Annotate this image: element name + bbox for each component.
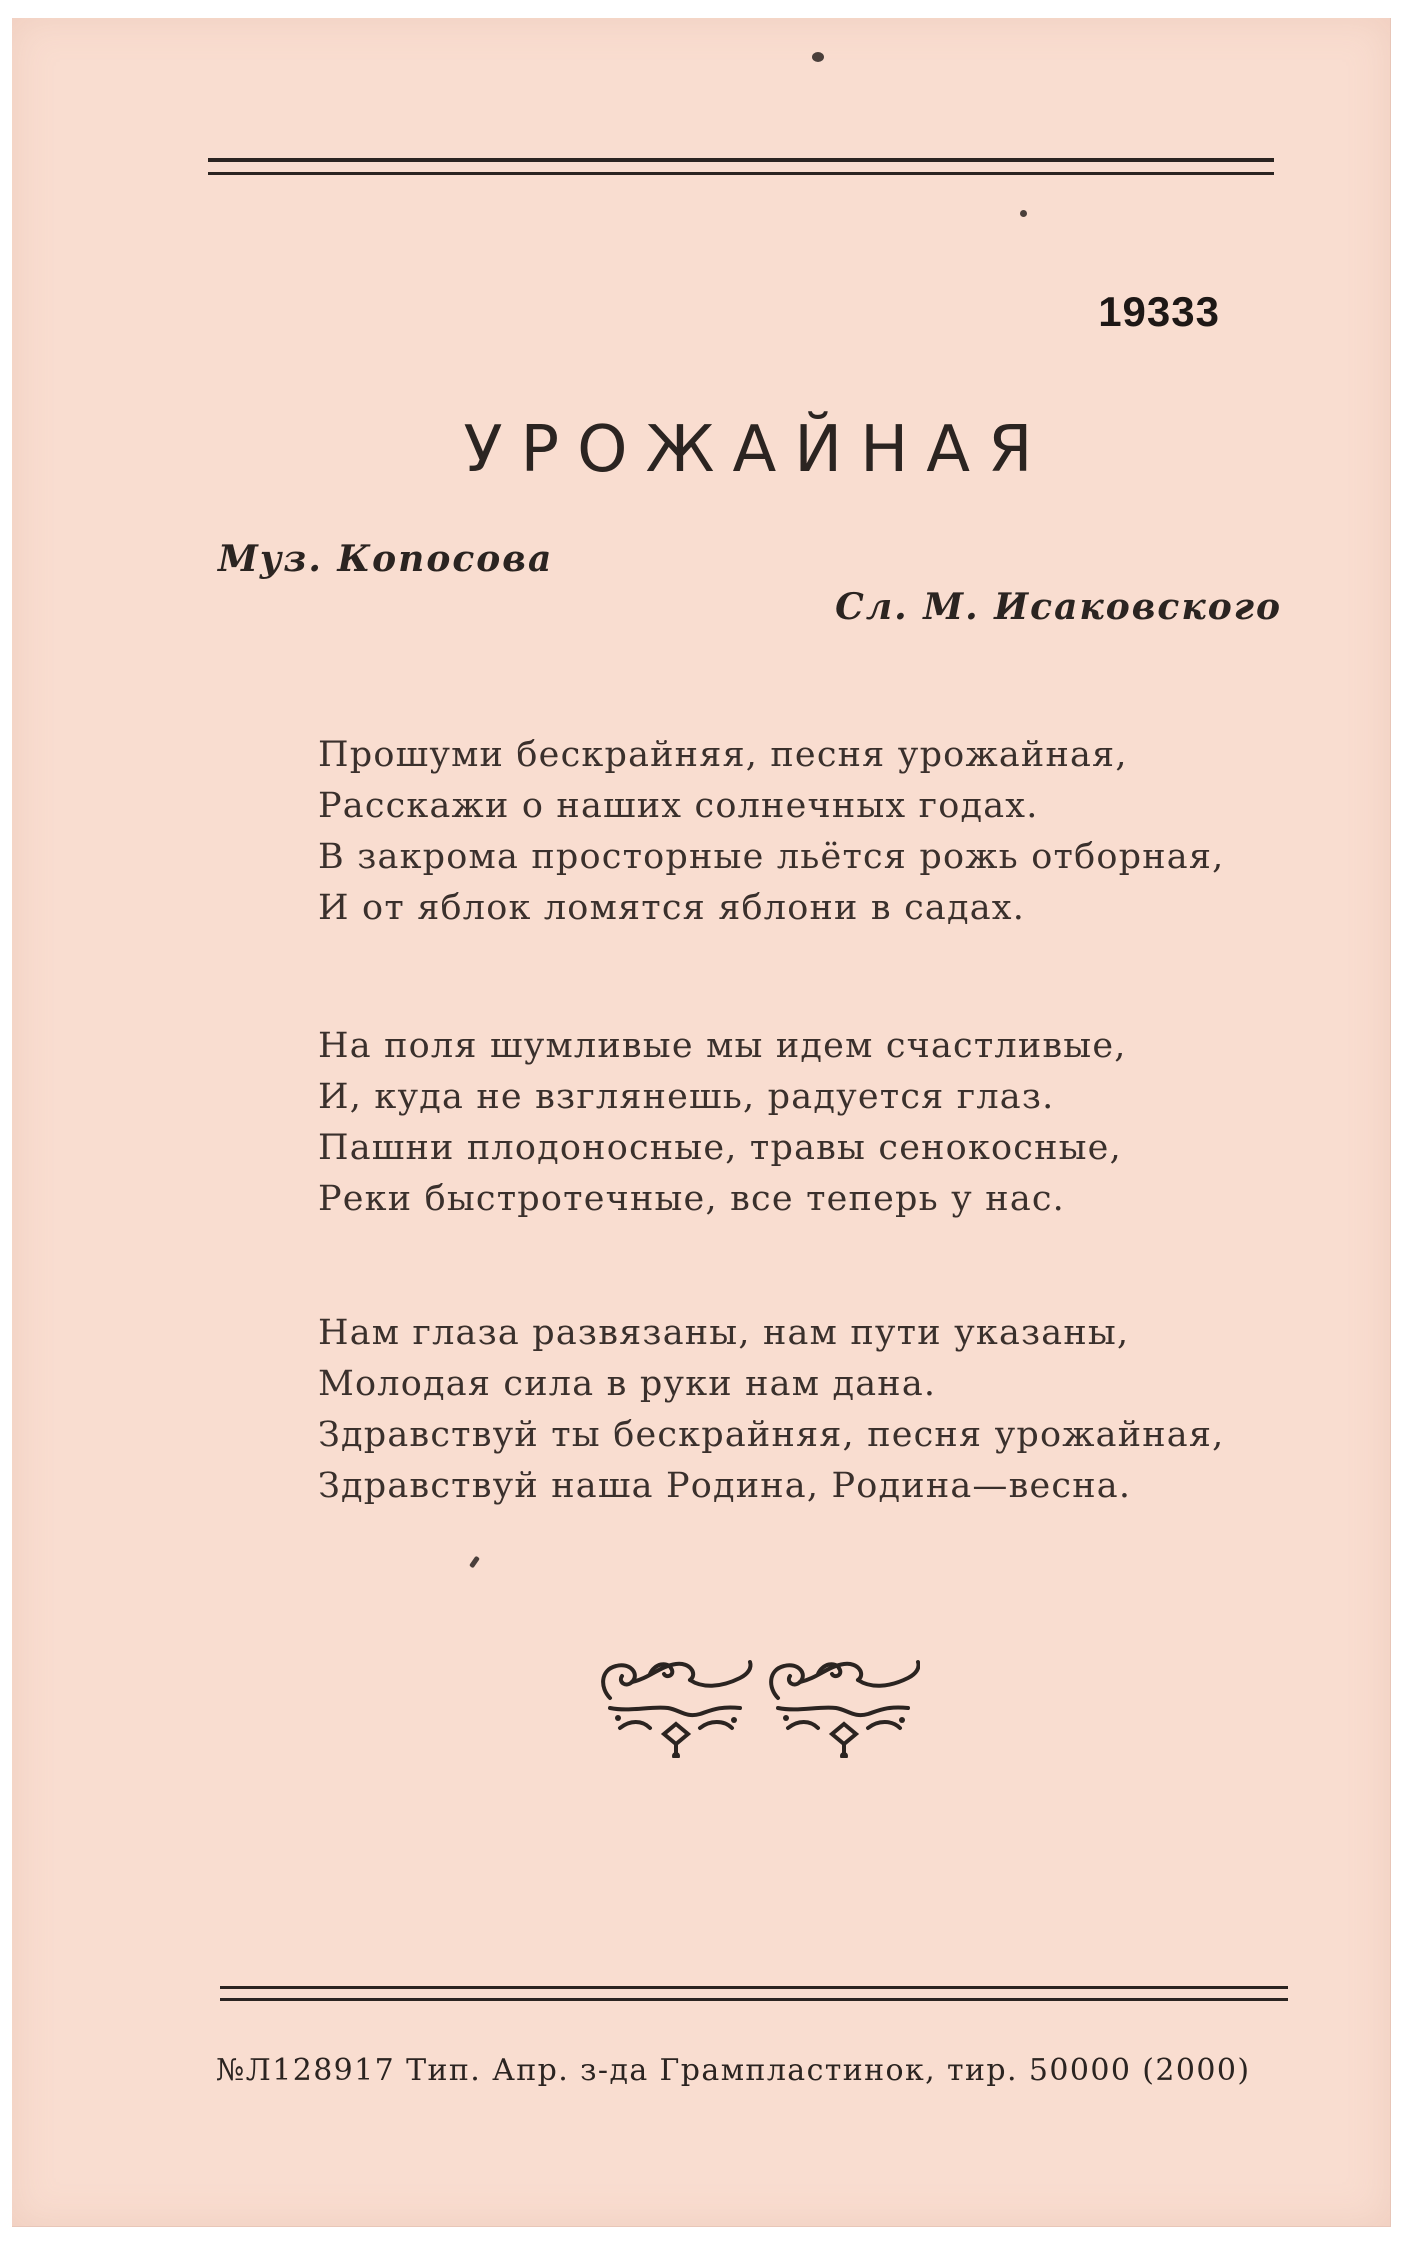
verse-line: И от яблок ломятся яблони в садах. (318, 888, 1026, 928)
composer-credit: Муз. Копосова (218, 538, 554, 580)
verse-line: Нам глаза развязаны, нам пути указаны, (318, 1313, 1130, 1353)
verse-1 (318, 730, 1224, 934)
verse-line: Здравствуй ты бескрайняя, песня урожайная, (318, 1415, 1225, 1455)
verse-line: Реки быстротечные, все теперь у нас. (318, 1179, 1066, 1219)
verse-line: Прошуми бескрайняя, песня урожайная, (318, 735, 1128, 775)
catalog-number: 19333 (1098, 288, 1220, 335)
verse-line: Здравствуй наша Родина, Родина—весна. (318, 1466, 1132, 1506)
song-title: УРОЖАЙНАЯ (463, 413, 1051, 487)
verse-line: На поля шумливые мы идем счастливые, (318, 1026, 1127, 1066)
verse-line: В закрома просторные льётся рожь отборная, (318, 837, 1225, 877)
printer-imprint: №Л128917 Тип. Апр. з-да Грампластинок, тир. 50000 (2000) (216, 2053, 1251, 2088)
verse-3 (318, 1308, 1224, 1512)
lyricist-credit: Сл. М. Исаковского (835, 586, 1282, 628)
ink-speck (812, 52, 824, 62)
scroll-ornament-icon (590, 1648, 920, 1758)
ink-speck (469, 1556, 480, 1569)
song-sheet (12, 18, 1391, 2227)
verse-2 (318, 1021, 1127, 1225)
verse-line: Молодая сила в руки нам дана. (318, 1364, 937, 1404)
verse-line: Пашни плодоносные, травы сенокосные, (318, 1128, 1122, 1168)
verse-line: И, куда не взглянешь, радуется глаз. (318, 1077, 1055, 1117)
verse-line: Расскажи о наших солнечных годах. (318, 786, 1039, 826)
ink-speck (1020, 210, 1027, 217)
